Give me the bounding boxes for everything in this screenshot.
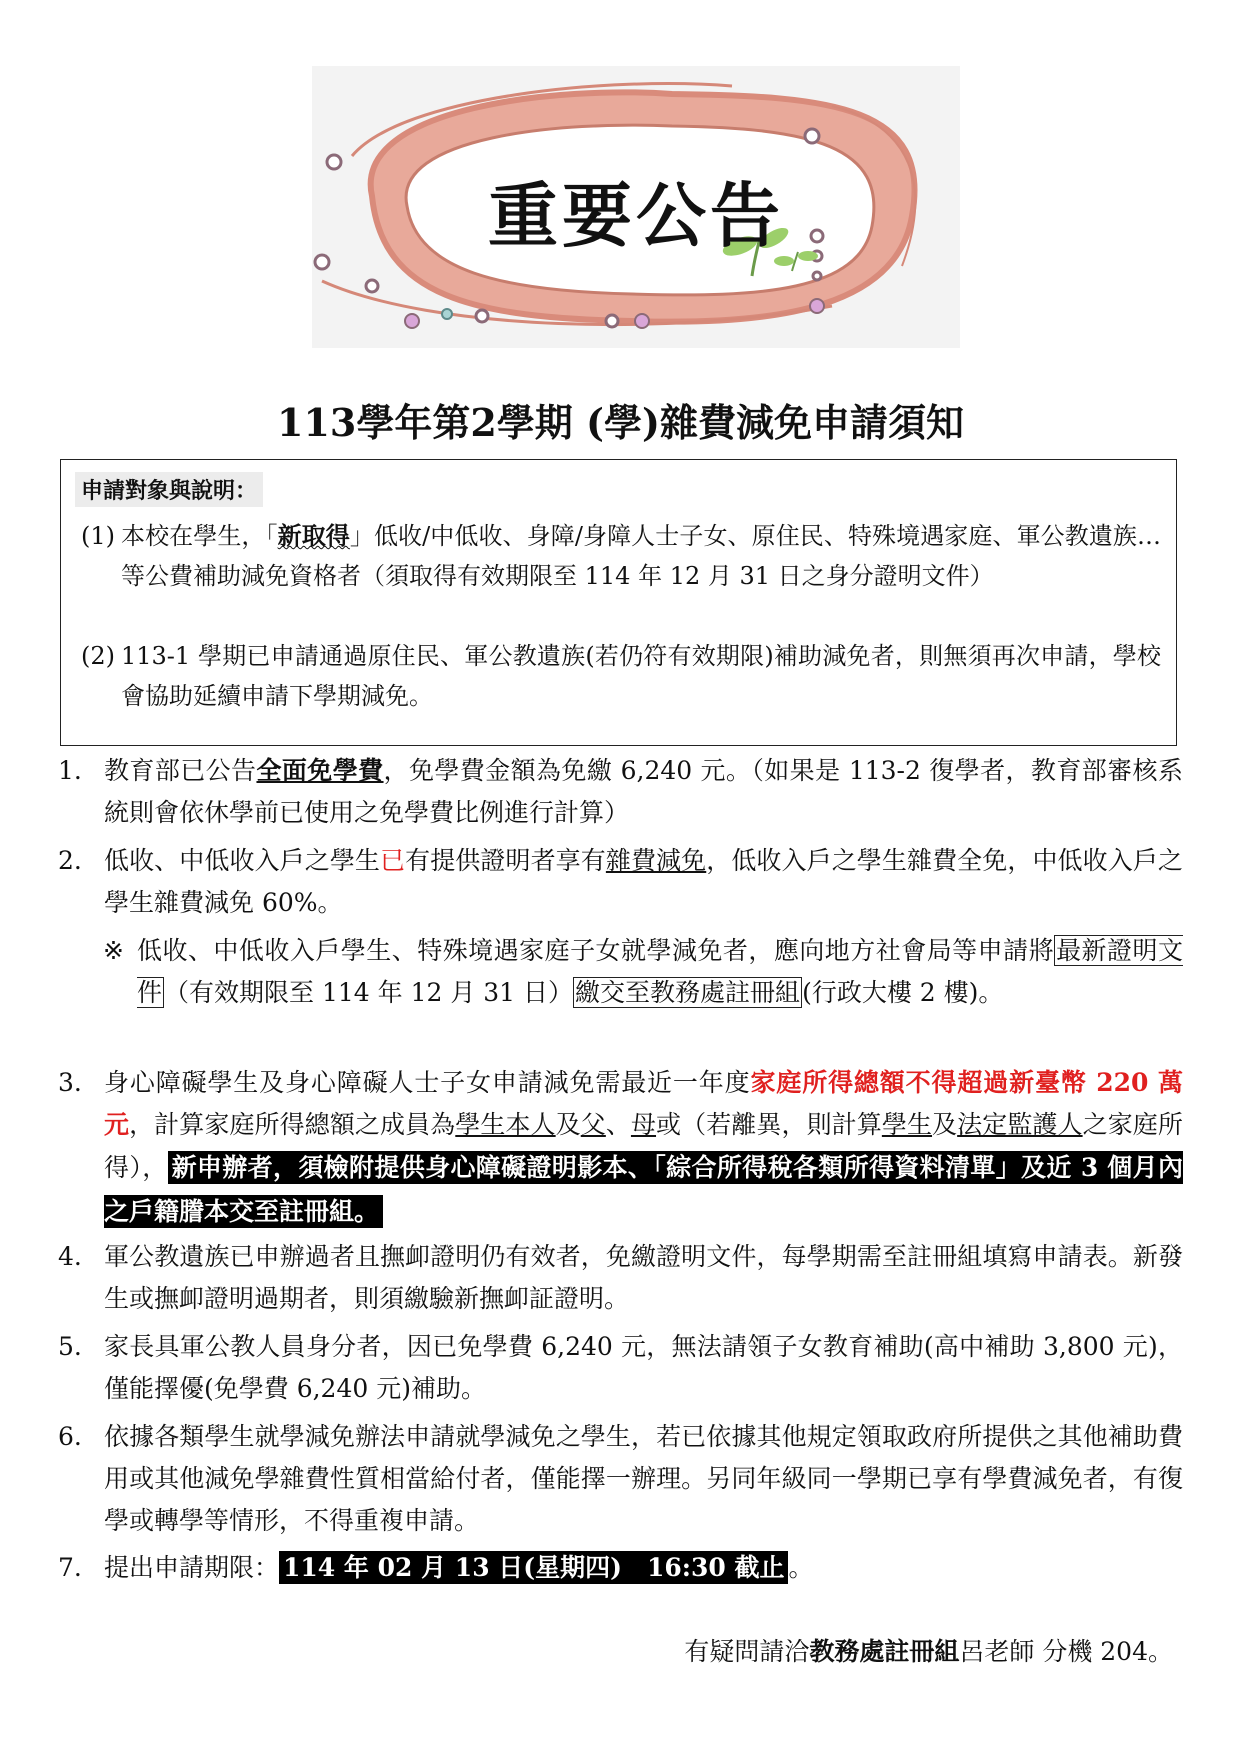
item-number: (2) (81, 642, 115, 670)
item-text: 教育部已公告 (104, 756, 257, 785)
item-number: 4. (58, 1242, 82, 1271)
item-text: 、 (605, 1110, 631, 1139)
item-text: 113-1 學期已申請通過原住民、軍公教遺族(若仍符有效期限)補助減免者，則無須再次申請，學校會協助延續申請下學期減免。 (121, 642, 1161, 710)
eligibility-item (81, 516, 1161, 596)
eligibility-item (81, 636, 1161, 716)
new-applicant-highlight: 新申辦者，須檢附提供身心障礙證明影本、「綜合所得稅各類所得資料清單」及近 3 個月內之戶籍謄本交至註冊組。 (104, 1153, 1183, 1226)
item-text: 低收、中低收入戶學生、特殊境遇家庭子女就學減免者，應向地方社會局等申請將 (137, 936, 1055, 965)
item-text: （有效期限至 114 年 12 月 31 日） (164, 978, 574, 1007)
contact-text: 呂老師 分機 204。 (959, 1637, 1173, 1666)
item-text: 依據各類學生就學減免辦法申請就學減免之學生，若已依據其他規定領取政府所提供之其他補助費用或其他減免學雜費性質相當給付者，僅能擇一辦理。另同年級同一學期已享有學費減免者，有復學或轉學等情形，不得重複申請。 (104, 1422, 1183, 1535)
item-number: 7. (58, 1553, 82, 1582)
item-text: 本校在學生，「 (121, 522, 278, 550)
eligibility-heading: 申請對象與說明： (75, 472, 263, 507)
item-text: ，低收入戶之學生雜費全免，中低收入戶之學生雜費減免 60%。 (104, 846, 1183, 917)
item-text: 軍公教遺族已申辦過者且撫卹證明仍有效者，免繳證明文件，每學期需至註冊組填寫申請表。新發生或撫卹證明過期者，則須繳驗新撫卹証證明。 (104, 1242, 1183, 1313)
notice-item-2 (58, 840, 1183, 924)
notice-item-1 (58, 750, 1183, 834)
item-number: 1. (58, 756, 82, 785)
note-mark: ※ (103, 936, 124, 965)
note-item (103, 930, 1183, 1014)
already-emphasis: 已 (380, 846, 406, 875)
frame-dot (635, 314, 649, 328)
newly-obtained-emphasis: 新取得 (277, 521, 350, 550)
frame-dot (606, 315, 618, 327)
office-name: 教務處註冊組 (809, 1637, 960, 1666)
eligibility-box (60, 459, 1177, 746)
item-text: 及 (932, 1110, 958, 1139)
item-text: 」低收/中低收、身障/身障人士子女、原住民、特殊境遇家庭、軍公教遺族…等公費補助減免資格者（須取得有效期限至 114 年 12 月 31 日之身分證明文件） (121, 522, 1162, 590)
banner-title: 重要公告 (488, 175, 784, 257)
notice-item-4 (58, 1236, 1183, 1320)
frame-dot (442, 309, 452, 319)
item-text: 及 (555, 1110, 581, 1139)
item-text: 或（若離異，則計算 (656, 1110, 882, 1139)
underlined-term: 學生 (881, 1110, 933, 1139)
free-tuition-emphasis: 全面免學費 (256, 756, 384, 785)
underlined-term: 學生本人 (455, 1110, 556, 1139)
frame-dot (813, 272, 821, 280)
item-text: 身心障礙學生及身心障礙人士子女申請減免需最近一年度 (104, 1068, 751, 1097)
frame-dot (810, 299, 824, 313)
underlined-term: 父 (580, 1110, 606, 1139)
frame-dot (476, 310, 488, 322)
item-text: (行政大樓 2 樓)。 (802, 978, 1004, 1007)
item-text: 低收、中低收入戶之學生 (104, 846, 381, 875)
item-text: 之家庭所得）， (104, 1110, 1183, 1182)
notice-item-5 (58, 1326, 1183, 1410)
item-number: (1) (81, 522, 115, 550)
notice-item-6 (58, 1416, 1183, 1542)
contact-line (684, 1632, 1173, 1668)
notice-item-7 (58, 1547, 1183, 1589)
item-text: 。 (788, 1553, 814, 1582)
fee-reduction-emphasis: 雜費減免 (605, 846, 707, 875)
income-limit-emphasis: 家庭所得總額不得超過新臺幣 220 萬元 (104, 1068, 1183, 1139)
contact-text: 有疑問請洽 (684, 1637, 810, 1666)
latest-document-box: 最新證明文件 (137, 936, 1183, 1007)
item-text: ，計算家庭所得總額之成員為 (129, 1110, 456, 1139)
registration-office-box: 繳交至教務處註冊組 (575, 978, 801, 1007)
item-number: 6. (58, 1422, 82, 1451)
item-text: ，免學費金額為免繳 6,240 元。（如果是 113-2 復學者，教育部審核系統則會依休學前已使用之免學費比例進行計算） (104, 756, 1183, 827)
item-text: 有提供證明者享有 (405, 846, 606, 875)
frame-dot (366, 280, 378, 292)
item-number: 5. (58, 1332, 82, 1361)
frame-dot (805, 129, 819, 143)
notice-item-3 (58, 1062, 1183, 1234)
item-text: 家長具軍公教人員身分者，因已免學費 6,240 元，無法請領子女教育補助(高中補助 3,800 元)，僅能擇優(免學費 6,240 元)補助。 (104, 1332, 1183, 1403)
frame-dot (405, 314, 419, 328)
deadline-highlight: 114 年 02 月 13 日(星期四) 16:30 截止 (279, 1551, 788, 1584)
underlined-term: 法定監護人 (957, 1110, 1083, 1139)
item-number: 3. (58, 1068, 82, 1097)
item-number: 2. (58, 846, 82, 875)
document-title: 113學年第2學期 (學)雜費減免申請須知 (277, 400, 964, 445)
item-text: 提出申請期限： (104, 1553, 280, 1582)
underlined-term: 母 (630, 1110, 657, 1139)
